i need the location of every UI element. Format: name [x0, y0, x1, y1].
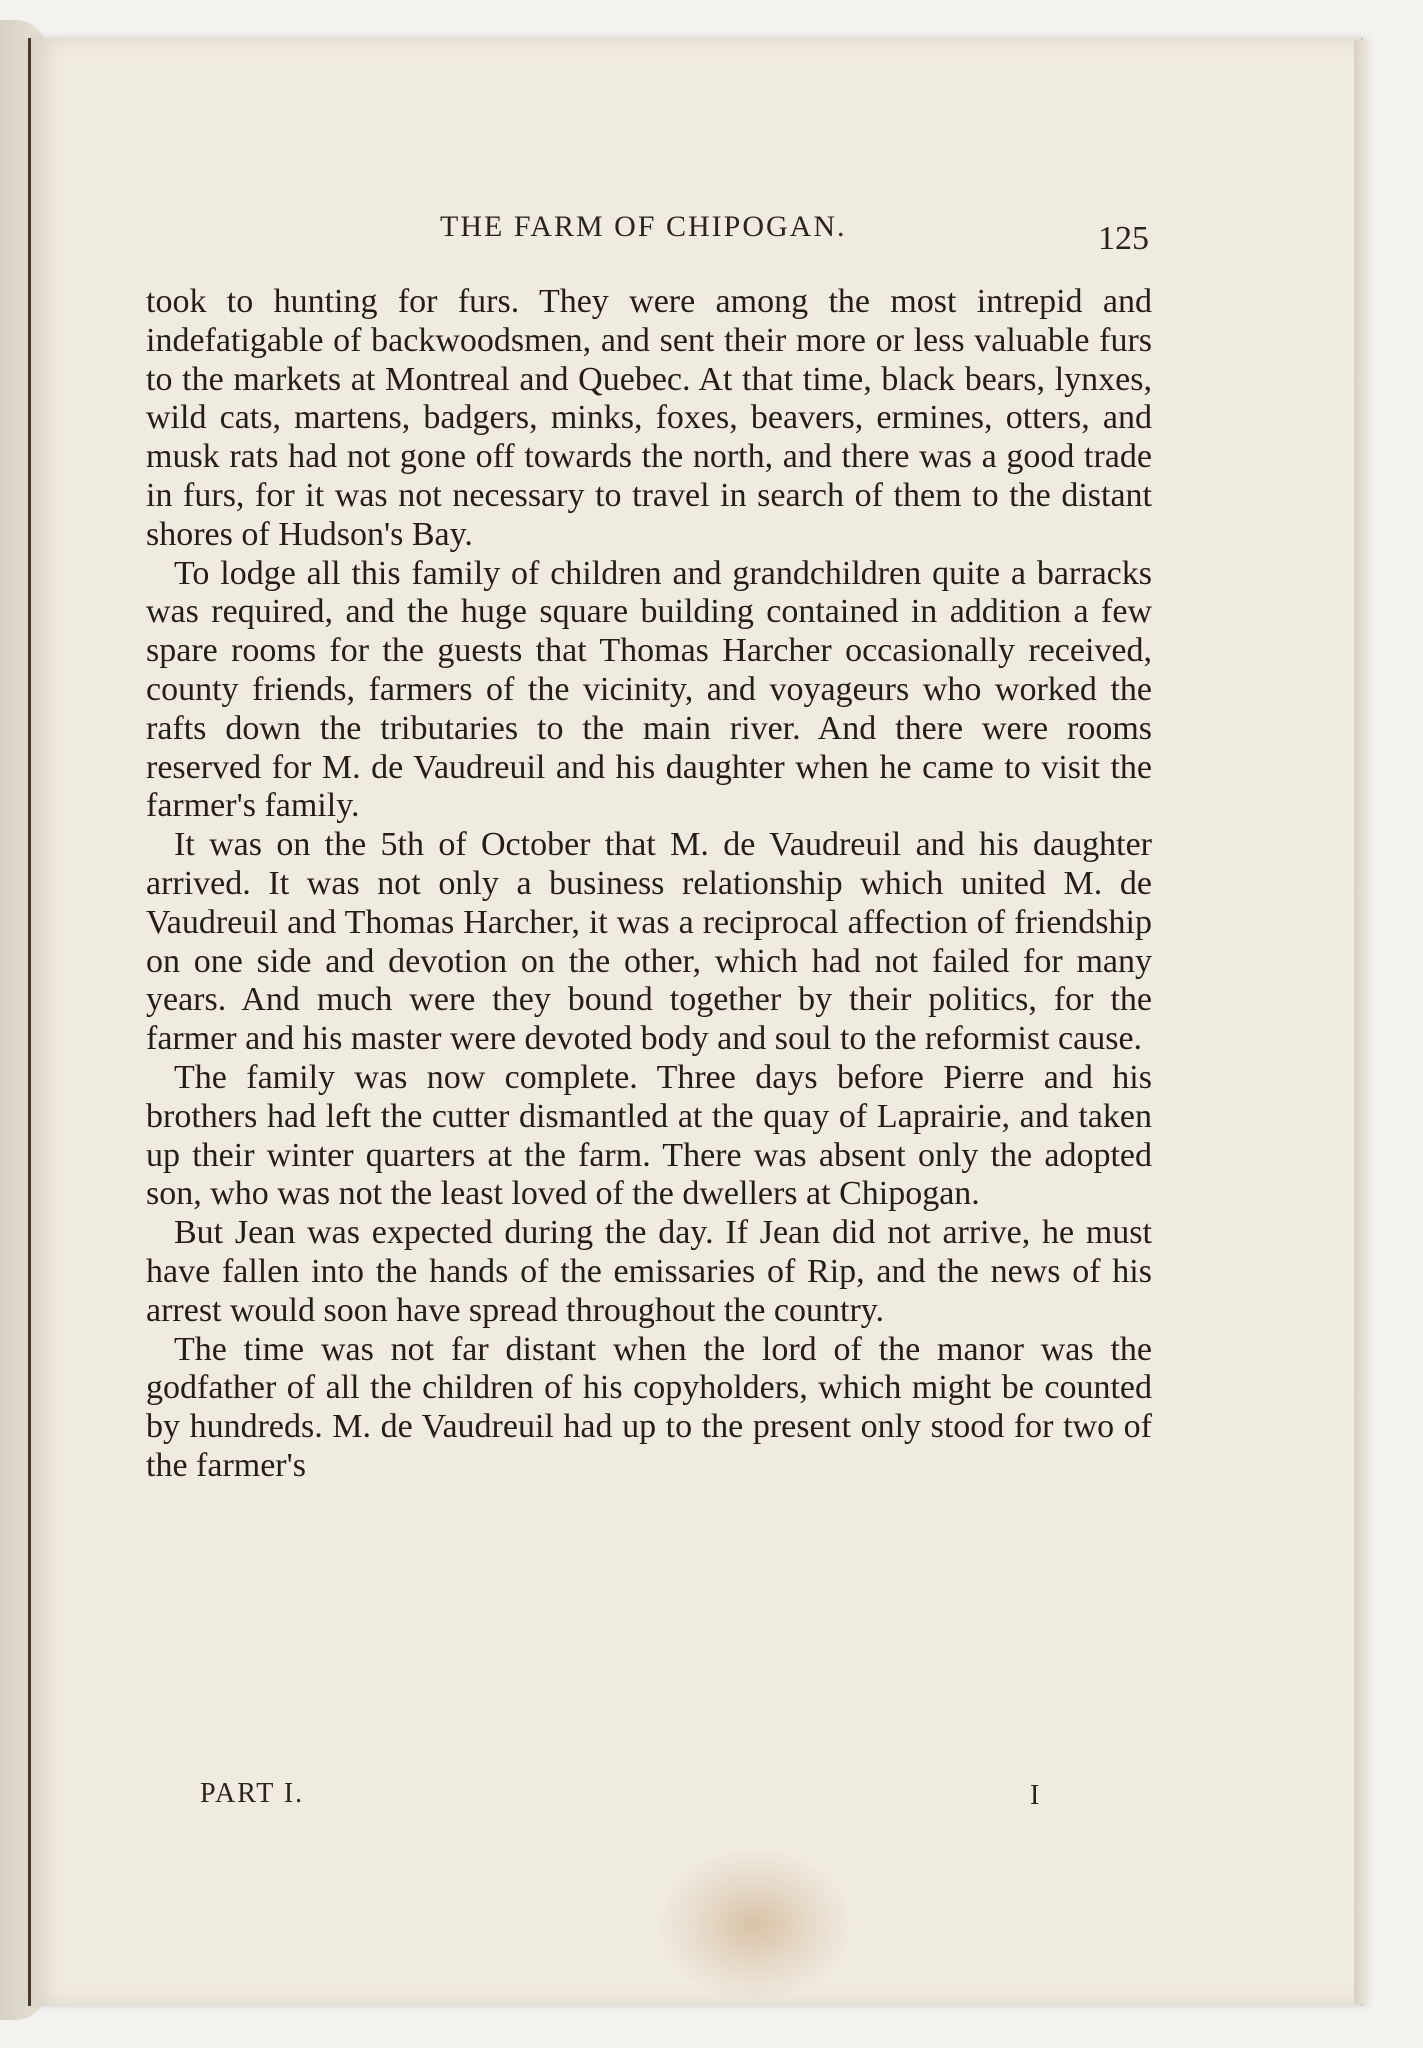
paragraph: To lodge all this family of children and grandchildren quite a barracks was required, and the huge square building contained in addition a few spare rooms for the guests that Thomas Harcher occasionally received, county friends, farmers of the vicinity, and voyageurs who worked the rafts down the tributaries to the main river. And there were rooms reserved for M. de Vaudreuil and his daughter when he came to visit the farmer's family. [146, 554, 1152, 825]
body-text [146, 283, 1152, 1486]
folio-mark: I [1030, 1780, 1040, 1811]
paragraph: took to hunting for furs. They were among the most intrepid and indefatigable of backwoodsmen, and sent their more or less valuable furs to the markets at Montreal and Quebec. At that time, black bears, lynxes, wild cats, martens, badgers, minks, foxes, beavers, ermines, otters, and musk rats had not gone off towards the north, and there was a good trade in furs, for it was not necessary to travel in search of them to the distant shores of Hudson's Bay. [146, 283, 1152, 553]
running-header: THE FARM OF CHIPOGAN. [440, 210, 847, 243]
page-number: 125 [1098, 220, 1149, 257]
paragraph: But Jean was expected during the day. If Jean did not arrive, he must have fallen into the hands of the emissaries of Rip, and the news of his arrest would soon have spread throughout the country. [146, 1214, 1152, 1329]
paragraph: It was on the 5th of October that M. de Vaudreuil and his daughter arrived. It was not only a business relationship which united M. de Vaudreuil and Thomas Harcher, it was a reciprocal affection of friendship on one side and devotion on the other, which had not failed for many years. And much were they bound together by their politics, for the farmer and his master were devoted body and soul to the reformist cause. [146, 826, 1152, 1058]
page-stack-edge [1354, 40, 1368, 2004]
paragraph: The family was now complete. Three days before Pierre and his brothers had left the cutter dismantled at the quay of Laprairie, and taken up their winter quarters at the farm. There was absent only the adopted son, who was not the least loved of the dwellers at Chipogan. [146, 1058, 1152, 1213]
signature-mark: PART I. [200, 1778, 305, 1809]
paragraph: The time was not far distant when the lord of the manor was the godfather of all the children of his copyholders, which might be counted by hundreds. M. de Vaudreuil had up to the present only stood for two of the farmer's [146, 1330, 1152, 1484]
water-stain [660, 1850, 850, 2000]
